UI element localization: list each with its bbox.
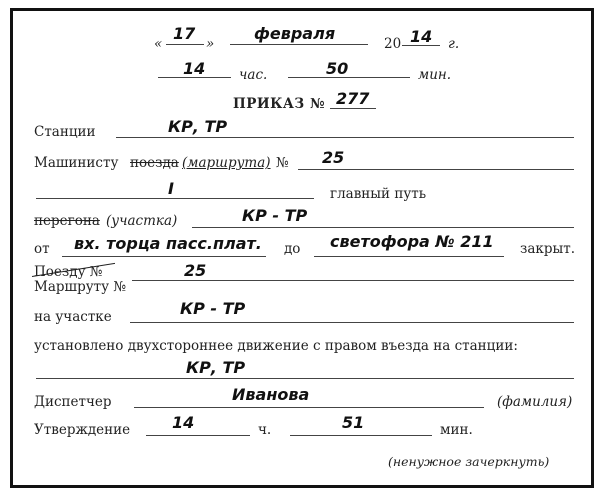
- traffic-value: КР, ТР: [186, 358, 246, 377]
- route-struck-train-label: Поезду №: [34, 264, 103, 280]
- section-line: [192, 227, 574, 228]
- closure-from-value: вх. торца пасс.плат.: [74, 234, 262, 253]
- order-number-line: [330, 108, 376, 109]
- approval-label: Утверждение: [34, 422, 131, 438]
- stations-label: Станции: [34, 124, 96, 140]
- route-area-line: [130, 322, 574, 323]
- date-quote-open: «: [154, 36, 163, 52]
- approval-hours-unit: ч.: [258, 422, 272, 438]
- dispatcher-label: Диспетчер: [34, 394, 112, 410]
- dispatcher-name: Иванова: [232, 385, 310, 404]
- time-hours-line: [158, 77, 231, 78]
- closure-to-line: [314, 256, 504, 257]
- route-number-value: 25: [184, 261, 207, 280]
- date-year-suffix: 14: [410, 27, 433, 46]
- order-number: 277: [336, 89, 370, 108]
- route-area-label: на участке: [34, 309, 112, 325]
- time-minutes-unit: мин.: [418, 67, 452, 83]
- date-year-line: [402, 45, 440, 46]
- date-day-line: [166, 44, 204, 45]
- approval-minutes-unit: мин.: [440, 422, 473, 438]
- driver-label: Машинисту: [34, 155, 119, 171]
- track-line: [36, 198, 314, 199]
- route-area-value: КР - ТР: [180, 299, 246, 318]
- dispatcher-line: [134, 407, 484, 408]
- approval-minutes-value: 51: [342, 413, 365, 432]
- stations-line: [116, 137, 574, 138]
- time-minutes-line: [288, 77, 410, 78]
- driver-number-label: №: [276, 155, 289, 171]
- driver-struck-train: поезда: [130, 155, 179, 171]
- driver-number-value: 25: [322, 148, 345, 167]
- route-number-line: [132, 280, 574, 281]
- section-area-option: (участка): [106, 213, 178, 229]
- driver-number-line: [298, 169, 574, 170]
- traffic-text: установлено двухстороннее движение с правом въезда на станции:: [34, 338, 518, 354]
- closure-closed-label: закрыт.: [520, 241, 575, 257]
- date-month-line: [230, 44, 368, 45]
- order-title: ПРИКАЗ №: [233, 96, 326, 112]
- date-day-value: 17: [173, 24, 196, 43]
- closure-from-line: [62, 256, 266, 257]
- section-struck-stretch: перегона: [34, 213, 100, 229]
- time-minutes-value: 50: [326, 59, 349, 78]
- closure-to-label: до: [284, 241, 301, 257]
- track-label: главный путь: [330, 186, 427, 202]
- traffic-line: [36, 378, 574, 379]
- stations-value: КР, ТР: [168, 117, 228, 136]
- dispatcher-note: (фамилия): [497, 394, 573, 410]
- closure-to-value: светофора № 211: [330, 232, 494, 251]
- date-year-unit: г.: [448, 36, 460, 52]
- date-quote-close: »: [206, 36, 215, 52]
- route-label: Маршруту №: [34, 279, 127, 295]
- closure-from-label: от: [34, 241, 50, 257]
- track-value: I: [168, 179, 174, 198]
- time-hours-value: 14: [183, 59, 206, 78]
- date-year-prefix: 20: [384, 36, 402, 52]
- approval-hours-value: 14: [172, 413, 195, 432]
- date-month-value: февраля: [254, 24, 336, 43]
- footnote: (ненужное зачеркнуть): [388, 454, 550, 469]
- driver-route-option: (маршрута): [182, 155, 271, 171]
- approval-minutes-line: [290, 435, 432, 436]
- section-value: КР - ТР: [242, 206, 308, 225]
- approval-hours-line: [146, 435, 250, 436]
- time-hours-unit: час.: [239, 67, 268, 83]
